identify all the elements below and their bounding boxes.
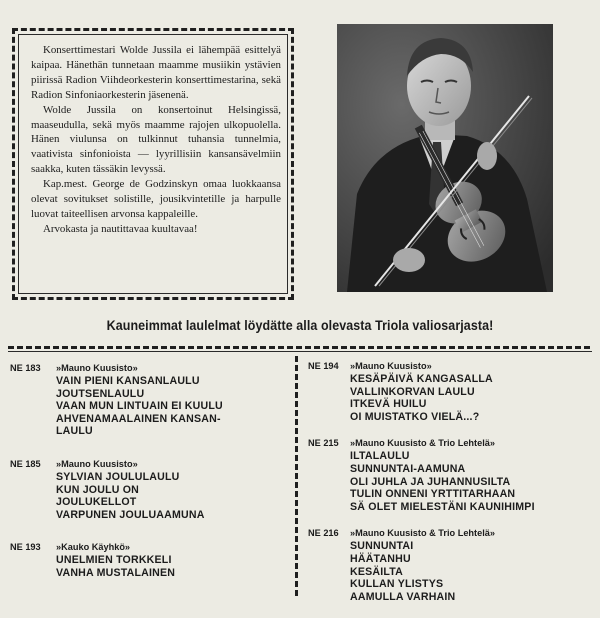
song-title: KESÄILTA	[350, 565, 403, 578]
song-title: ILTALAULU	[350, 450, 410, 463]
song-title: LAULU	[56, 425, 93, 438]
catalog-entry	[10, 541, 290, 579]
intro-paragraph: Konserttimestari Wolde Jussila ei lähempää esittelyä kaipaa. Hänethän tunnetaan maamme musiikin ystävien piirissä Radion Viihdeorkesterin konserttimestarina, sekä Radion Sinfoniaorkesterin jäsenenä.	[31, 44, 281, 101]
song-list	[308, 540, 588, 603]
artist-name: »Mauno Kuusisto»	[56, 458, 138, 469]
intro-paragraph: Arvokasta ja nautittavaa kuultavaa!	[43, 222, 198, 235]
entry-header	[308, 527, 588, 540]
song-title: KULLAN YLISTYS	[350, 578, 444, 591]
violinist-illustration	[337, 24, 553, 292]
song-list	[308, 450, 588, 513]
song-title: JOULUKELLOT	[56, 496, 137, 509]
song-list	[10, 471, 290, 521]
song-title: TULIN ONNENI YRTTITARHAAN	[350, 488, 516, 501]
catalog-entry	[308, 437, 588, 513]
song-title: VALLINKORVAN LAULU	[350, 385, 475, 398]
catalog-border-line	[8, 351, 592, 352]
song-title: VAAN MUN LINTUAIN EI KUULU	[56, 400, 223, 413]
violinist-photo	[337, 24, 553, 292]
song-title: JOUTSENLAULU	[56, 387, 145, 400]
catalog-column-divider	[295, 356, 298, 596]
catalog-code: NE 183	[10, 363, 41, 373]
catalog-code: NE 215	[308, 438, 339, 449]
catalog-column-right	[308, 360, 588, 603]
song-title: UNELMIEN TORKKELI	[56, 554, 172, 567]
song-title: OI MUISTATKO VIELÄ...?	[350, 410, 480, 423]
catalog-code: NE 193	[10, 542, 41, 553]
artist-name: »Mauno Kuusisto»	[56, 363, 138, 373]
song-list	[10, 375, 290, 438]
catalog-column-left	[10, 360, 290, 580]
song-title: KESÄPÄIVÄ KANGASALLA	[350, 373, 493, 385]
song-title: VANHA MUSTALAINEN	[56, 566, 176, 579]
song-title: SYLVIAN JOULULAULU	[56, 470, 180, 483]
song-title: OLI JUHLA JA JUHANNUSILTA	[350, 475, 511, 488]
song-list	[308, 373, 588, 423]
entry-header	[10, 541, 290, 554]
song-title: SÄ OLET MIELESTÄNI KAUNIHIMPI	[350, 500, 535, 513]
song-title: AHVENAMAALAINEN KANSAN-	[56, 412, 221, 425]
intro-box	[12, 28, 294, 300]
artist-name: »Kauko Käyhkö»	[56, 542, 131, 553]
song-title: VAIN PIENI KANSANLAULU	[56, 375, 200, 387]
artist-name: »Mauno Kuusisto»	[350, 361, 432, 371]
song-title: SUNNUNTAI	[350, 540, 414, 553]
catalog-border-top	[8, 346, 592, 349]
song-title: VARPUNEN JOULUAAMUNA	[56, 508, 205, 521]
artist-name: »Mauno Kuusisto & Trio Lehtelä»	[350, 528, 495, 539]
catalog-entry	[10, 458, 290, 521]
entry-header	[10, 458, 290, 471]
catalog-entry	[10, 362, 290, 438]
entry-header	[308, 360, 588, 373]
song-list	[10, 554, 290, 579]
intro-paragraph: Wolde Jussila on konsertoinut Helsingissä, maaseudulla, sekä myös maamme rajojen ulkopuolella. Hänen viulunsa on tulkinnut tuhansia tunnelmia, vaativista sinfonioista — lyyrillisiin kansansävelmiin saakka, kuten tässäkin levyssä.	[31, 103, 281, 176]
intro-paragraph: Kap.mest. George de Godzinskyn omaa luokkaansa olevat sovitukset solistille, jousikvintetille ja harpulle luovat taiteellisen arvonsa kappaleille.	[31, 178, 281, 220]
intro-text	[31, 43, 281, 237]
entry-header	[308, 437, 588, 450]
entry-header	[10, 362, 290, 375]
song-title: KUN JOULU ON	[56, 483, 140, 496]
catalog-code: NE 185	[10, 458, 41, 469]
catalog-code: NE 216	[308, 528, 339, 539]
catalog-entry	[308, 527, 588, 603]
catalog-entry	[308, 360, 588, 423]
song-title: ITKEVÄ HUILU	[350, 398, 427, 411]
song-title: SUNNUNTAI-AAMUNA	[350, 462, 466, 475]
song-title: AAMULLA VARHAIN	[350, 590, 456, 603]
catalog-headline: Kauneimmat laulelmat löydätte alla olevasta Triola valiosarjasta!	[106, 318, 494, 333]
artist-name: »Mauno Kuusisto & Trio Lehtelä»	[350, 438, 495, 449]
catalog-code: NE 194	[308, 361, 339, 371]
song-title: HÄÄTANHU	[350, 552, 411, 565]
